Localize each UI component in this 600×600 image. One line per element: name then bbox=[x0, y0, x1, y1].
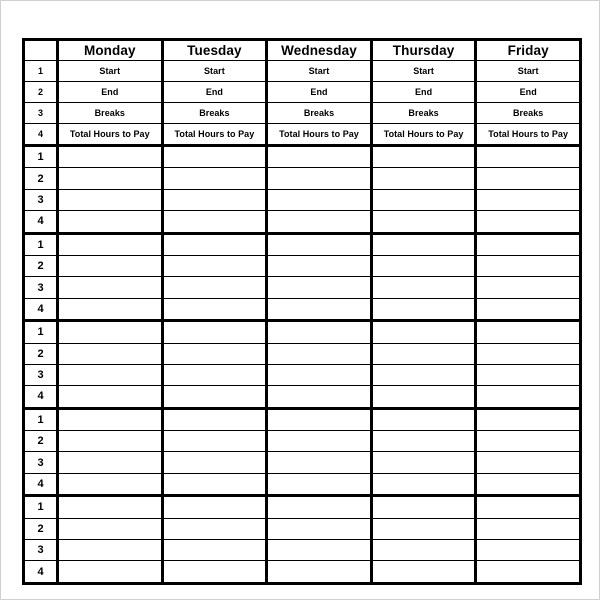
entry-cell-thursday[interactable] bbox=[371, 277, 476, 298]
label-cell-tuesday-breaks: Breaks bbox=[162, 103, 267, 124]
row-number-cell: 1 bbox=[24, 408, 58, 430]
column-header-tuesday: Tuesday bbox=[162, 40, 267, 61]
row-number-cell: 4 bbox=[24, 211, 58, 233]
entry-cell-tuesday[interactable] bbox=[162, 431, 267, 452]
column-header-friday: Friday bbox=[476, 40, 581, 61]
column-header-wednesday: Wednesday bbox=[267, 40, 372, 61]
entry-row bbox=[24, 452, 581, 473]
entry-cell-friday[interactable] bbox=[476, 168, 581, 189]
entry-cell-thursday[interactable] bbox=[371, 518, 476, 539]
entry-cell-friday[interactable] bbox=[476, 277, 581, 298]
entry-cell-tuesday[interactable] bbox=[162, 146, 267, 168]
entry-cell-monday[interactable] bbox=[58, 343, 163, 364]
row-number-cell: 4 bbox=[24, 561, 58, 583]
label-row-1 bbox=[24, 61, 581, 82]
label-cell-tuesday-end: End bbox=[162, 82, 267, 103]
entry-cell-friday[interactable] bbox=[476, 561, 581, 583]
entry-row bbox=[24, 386, 581, 408]
entry-row bbox=[24, 561, 581, 583]
entry-row bbox=[24, 255, 581, 276]
entry-cell-monday[interactable] bbox=[58, 364, 163, 385]
row-number-cell: 2 bbox=[24, 168, 58, 189]
entry-cell-wednesday[interactable] bbox=[267, 168, 372, 189]
entry-cell-monday[interactable] bbox=[58, 321, 163, 343]
entry-cell-friday[interactable] bbox=[476, 518, 581, 539]
entry-cell-monday[interactable] bbox=[58, 496, 163, 518]
entry-cell-monday[interactable] bbox=[58, 386, 163, 408]
timesheet-table bbox=[22, 38, 582, 585]
entry-cell-tuesday[interactable] bbox=[162, 540, 267, 561]
entry-cell-friday[interactable] bbox=[476, 473, 581, 495]
entry-cell-wednesday[interactable] bbox=[267, 233, 372, 255]
entry-row bbox=[24, 146, 581, 168]
entry-cell-thursday[interactable] bbox=[371, 452, 476, 473]
entry-row bbox=[24, 298, 581, 320]
label-row-3 bbox=[24, 103, 581, 124]
row-number-cell: 3 bbox=[24, 103, 58, 124]
entry-cell-monday[interactable] bbox=[58, 255, 163, 276]
entry-cell-friday[interactable] bbox=[476, 343, 581, 364]
entry-cell-tuesday[interactable] bbox=[162, 386, 267, 408]
row-number-cell: 2 bbox=[24, 255, 58, 276]
entry-cell-tuesday[interactable] bbox=[162, 496, 267, 518]
entry-cell-thursday[interactable] bbox=[371, 146, 476, 168]
row-number-cell: 4 bbox=[24, 473, 58, 495]
entry-cell-tuesday[interactable] bbox=[162, 473, 267, 495]
entry-cell-wednesday[interactable] bbox=[267, 364, 372, 385]
entry-cell-wednesday[interactable] bbox=[267, 473, 372, 495]
label-cell-monday-start: Start bbox=[58, 61, 163, 82]
entry-cell-thursday[interactable] bbox=[371, 255, 476, 276]
entry-row bbox=[24, 408, 581, 430]
entry-cell-wednesday[interactable] bbox=[267, 518, 372, 539]
column-header-monday: Monday bbox=[58, 40, 163, 61]
entry-cell-monday[interactable] bbox=[58, 518, 163, 539]
label-cell-monday-end: End bbox=[58, 82, 163, 103]
entry-cell-monday[interactable] bbox=[58, 540, 163, 561]
row-number-cell: 3 bbox=[24, 277, 58, 298]
entry-cell-wednesday[interactable] bbox=[267, 298, 372, 320]
entry-cell-friday[interactable] bbox=[476, 255, 581, 276]
entry-cell-monday[interactable] bbox=[58, 146, 163, 168]
label-cell-wednesday-total-hours-to-pay: Total Hours to Pay bbox=[267, 124, 372, 146]
entry-cell-wednesday[interactable] bbox=[267, 343, 372, 364]
entry-row bbox=[24, 233, 581, 255]
entry-cell-thursday[interactable] bbox=[371, 298, 476, 320]
entry-cell-monday[interactable] bbox=[58, 408, 163, 430]
entry-cell-thursday[interactable] bbox=[371, 321, 476, 343]
table-header-row bbox=[24, 40, 581, 61]
entry-cell-wednesday[interactable] bbox=[267, 431, 372, 452]
entry-cell-wednesday[interactable] bbox=[267, 277, 372, 298]
column-header-thursday: Thursday bbox=[371, 40, 476, 61]
entry-row bbox=[24, 496, 581, 518]
entry-cell-tuesday[interactable] bbox=[162, 518, 267, 539]
label-cell-friday-end: End bbox=[476, 82, 581, 103]
entry-cell-tuesday[interactable] bbox=[162, 211, 267, 233]
label-cell-thursday-breaks: Breaks bbox=[371, 103, 476, 124]
entry-cell-tuesday[interactable] bbox=[162, 561, 267, 583]
entry-cell-thursday[interactable] bbox=[371, 431, 476, 452]
entry-cell-tuesday[interactable] bbox=[162, 189, 267, 210]
row-number-cell: 2 bbox=[24, 343, 58, 364]
entry-cell-wednesday[interactable] bbox=[267, 146, 372, 168]
row-number-cell: 2 bbox=[24, 518, 58, 539]
entry-cell-tuesday[interactable] bbox=[162, 364, 267, 385]
entry-cell-tuesday[interactable] bbox=[162, 408, 267, 430]
row-number-cell: 4 bbox=[24, 386, 58, 408]
entry-cell-friday[interactable] bbox=[476, 431, 581, 452]
entry-cell-friday[interactable] bbox=[476, 540, 581, 561]
entry-cell-tuesday[interactable] bbox=[162, 255, 267, 276]
entry-cell-monday[interactable] bbox=[58, 473, 163, 495]
label-cell-wednesday-breaks: Breaks bbox=[267, 103, 372, 124]
entry-row bbox=[24, 168, 581, 189]
entry-cell-wednesday[interactable] bbox=[267, 255, 372, 276]
entry-cell-thursday[interactable] bbox=[371, 343, 476, 364]
entry-row bbox=[24, 364, 581, 385]
timesheet-container bbox=[22, 38, 579, 585]
entry-cell-friday[interactable] bbox=[476, 386, 581, 408]
entry-cell-friday[interactable] bbox=[476, 146, 581, 168]
row-number-cell: 1 bbox=[24, 233, 58, 255]
entry-cell-friday[interactable] bbox=[476, 233, 581, 255]
entry-cell-monday[interactable] bbox=[58, 211, 163, 233]
entry-row bbox=[24, 277, 581, 298]
label-cell-monday-breaks: Breaks bbox=[58, 103, 163, 124]
entry-cell-thursday[interactable] bbox=[371, 386, 476, 408]
entry-cell-thursday[interactable] bbox=[371, 408, 476, 430]
row-number-cell: 1 bbox=[24, 61, 58, 82]
entry-row bbox=[24, 321, 581, 343]
entry-row bbox=[24, 189, 581, 210]
entry-cell-friday[interactable] bbox=[476, 321, 581, 343]
label-cell-thursday-start: Start bbox=[371, 61, 476, 82]
entry-cell-wednesday[interactable] bbox=[267, 189, 372, 210]
row-number-cell: 3 bbox=[24, 540, 58, 561]
label-cell-wednesday-start: Start bbox=[267, 61, 372, 82]
entry-cell-monday[interactable] bbox=[58, 168, 163, 189]
entry-cell-tuesday[interactable] bbox=[162, 168, 267, 189]
entry-cell-thursday[interactable] bbox=[371, 233, 476, 255]
row-number-cell: 1 bbox=[24, 146, 58, 168]
entry-cell-tuesday[interactable] bbox=[162, 452, 267, 473]
entry-cell-friday[interactable] bbox=[476, 189, 581, 210]
entry-cell-monday[interactable] bbox=[58, 189, 163, 210]
label-cell-wednesday-end: End bbox=[267, 82, 372, 103]
entry-cell-tuesday[interactable] bbox=[162, 343, 267, 364]
entry-cell-thursday[interactable] bbox=[371, 496, 476, 518]
entry-row bbox=[24, 343, 581, 364]
header-corner-cell bbox=[24, 40, 58, 61]
label-cell-friday-breaks: Breaks bbox=[476, 103, 581, 124]
entry-row bbox=[24, 473, 581, 495]
entry-cell-wednesday[interactable] bbox=[267, 496, 372, 518]
entry-cell-friday[interactable] bbox=[476, 408, 581, 430]
entry-cell-wednesday[interactable] bbox=[267, 452, 372, 473]
label-cell-friday-start: Start bbox=[476, 61, 581, 82]
label-cell-friday-total-hours-to-pay: Total Hours to Pay bbox=[476, 124, 581, 146]
row-number-cell: 3 bbox=[24, 189, 58, 210]
entry-cell-thursday[interactable] bbox=[371, 168, 476, 189]
entry-row bbox=[24, 431, 581, 452]
entry-cell-monday[interactable] bbox=[58, 233, 163, 255]
entry-cell-wednesday[interactable] bbox=[267, 561, 372, 583]
entry-cell-wednesday[interactable] bbox=[267, 321, 372, 343]
entry-cell-friday[interactable] bbox=[476, 452, 581, 473]
entry-cell-thursday[interactable] bbox=[371, 211, 476, 233]
entry-row bbox=[24, 518, 581, 539]
entry-cell-thursday[interactable] bbox=[371, 364, 476, 385]
entry-cell-monday[interactable] bbox=[58, 561, 163, 583]
entry-cell-thursday[interactable] bbox=[371, 561, 476, 583]
entry-cell-thursday[interactable] bbox=[371, 540, 476, 561]
entry-row bbox=[24, 211, 581, 233]
entry-cell-wednesday[interactable] bbox=[267, 211, 372, 233]
entry-row bbox=[24, 540, 581, 561]
label-cell-thursday-total-hours-to-pay: Total Hours to Pay bbox=[371, 124, 476, 146]
label-row-2 bbox=[24, 82, 581, 103]
entry-cell-tuesday[interactable] bbox=[162, 233, 267, 255]
entry-cell-wednesday[interactable] bbox=[267, 408, 372, 430]
entry-cell-monday[interactable] bbox=[58, 277, 163, 298]
label-row-4 bbox=[24, 124, 581, 146]
label-cell-tuesday-total-hours-to-pay: Total Hours to Pay bbox=[162, 124, 267, 146]
row-number-cell: 2 bbox=[24, 431, 58, 452]
entry-cell-tuesday[interactable] bbox=[162, 321, 267, 343]
entry-cell-friday[interactable] bbox=[476, 298, 581, 320]
entry-cell-friday[interactable] bbox=[476, 496, 581, 518]
entry-cell-wednesday[interactable] bbox=[267, 386, 372, 408]
entry-cell-monday[interactable] bbox=[58, 452, 163, 473]
entry-cell-monday[interactable] bbox=[58, 298, 163, 320]
row-number-cell: 1 bbox=[24, 496, 58, 518]
label-cell-monday-total-hours-to-pay: Total Hours to Pay bbox=[58, 124, 163, 146]
row-number-cell: 1 bbox=[24, 321, 58, 343]
row-number-cell: 2 bbox=[24, 82, 58, 103]
entry-cell-tuesday[interactable] bbox=[162, 298, 267, 320]
row-number-cell: 4 bbox=[24, 298, 58, 320]
entry-cell-friday[interactable] bbox=[476, 211, 581, 233]
entry-cell-thursday[interactable] bbox=[371, 189, 476, 210]
row-number-cell: 3 bbox=[24, 364, 58, 385]
row-number-cell: 3 bbox=[24, 452, 58, 473]
entry-cell-tuesday[interactable] bbox=[162, 277, 267, 298]
entry-cell-friday[interactable] bbox=[476, 364, 581, 385]
label-cell-tuesday-start: Start bbox=[162, 61, 267, 82]
entry-cell-wednesday[interactable] bbox=[267, 540, 372, 561]
label-cell-thursday-end: End bbox=[371, 82, 476, 103]
row-number-cell: 4 bbox=[24, 124, 58, 146]
entry-cell-monday[interactable] bbox=[58, 431, 163, 452]
entry-cell-thursday[interactable] bbox=[371, 473, 476, 495]
